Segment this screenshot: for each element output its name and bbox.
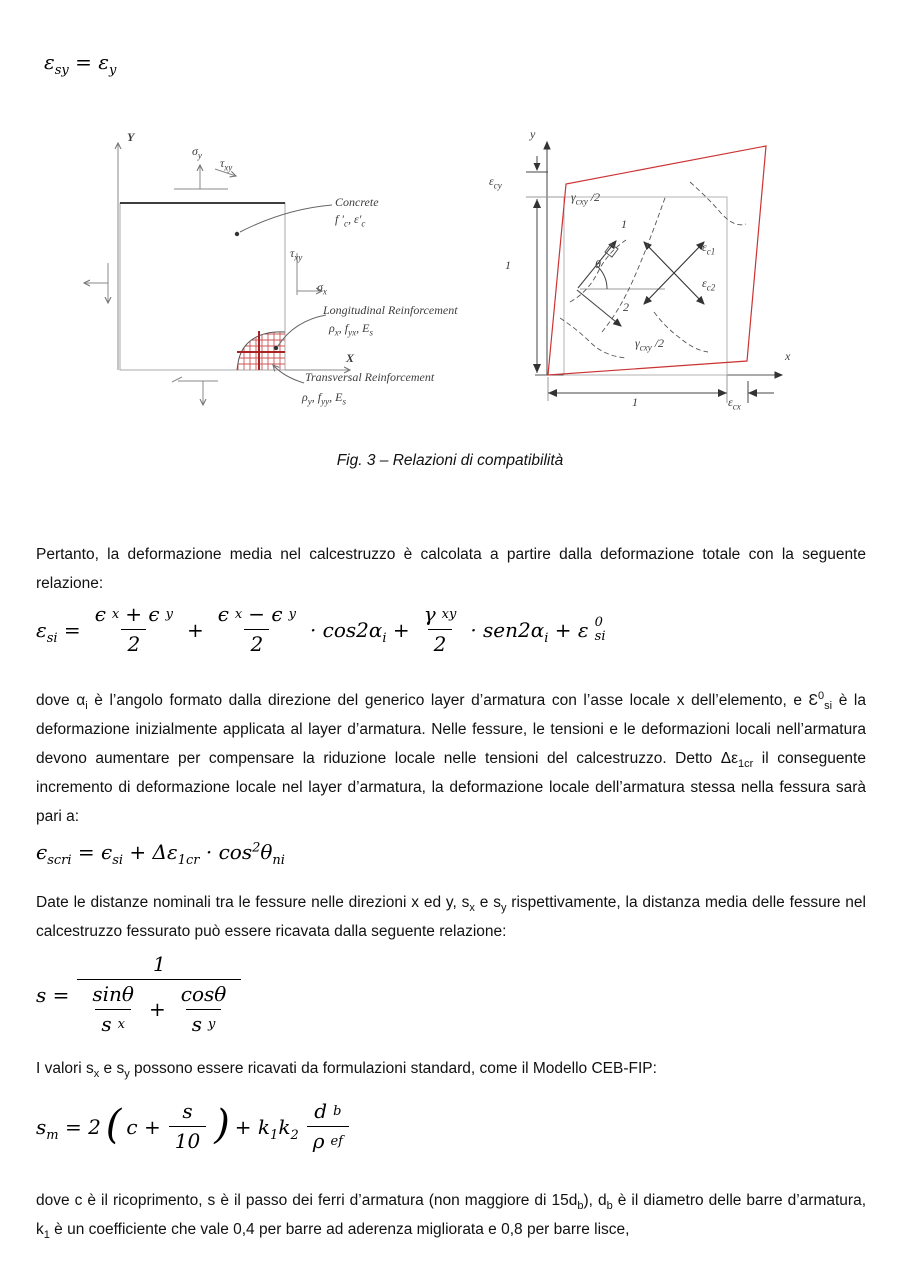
f3-denominator <box>77 979 241 1036</box>
f1-cos-term: · $\cos 2\alpha_i$ + <box>309 617 410 646</box>
f3-sy-denominator: s y <box>186 1009 222 1036</box>
f1-frac3-denominator: 2 <box>428 629 453 656</box>
longitudinal-reinforcement-label: Longitudinal Reinforcement <box>323 303 458 317</box>
f4-lhs: $s_m = 2$ <box>36 1114 101 1143</box>
f3-cos-numerator: cosθ <box>180 982 227 1006</box>
paragraph-1: Pertanto, la deformazione media nel calcestruzzo è calcolata a partire dalla deformazione totale con la seguente relazione: <box>36 546 866 592</box>
formula-ceb-fip-spacing <box>36 1100 352 1153</box>
f3-inner-fraction-2 <box>175 983 233 1036</box>
f3-numerator: 1 <box>152 952 166 976</box>
f4-close-paren: ) <box>214 1101 230 1148</box>
f1-sen-term: · $sen2\alpha_i + \varepsilon$ <box>470 617 589 646</box>
f1-frac3-numerator: γ xy <box>423 602 457 626</box>
tau-xy-right-label: $\tau_{xy}$ <box>290 246 303 263</box>
f3-sx-denominator: s x <box>95 1009 131 1036</box>
f3-sin-numerator: sinθ <box>92 982 134 1006</box>
f4-frac1-numerator: s <box>182 1099 193 1123</box>
f4-frac2-denominator: ρ ef <box>307 1126 349 1153</box>
dim-bottom-label: 1 <box>632 395 638 409</box>
right-axis-x-label: x <box>785 349 791 363</box>
f4-k-terms: + $k_1k_2$ <box>234 1114 299 1143</box>
f3-inner-fraction-1 <box>86 983 140 1036</box>
concrete-label: Concrete <box>335 195 379 209</box>
gamma-cxy-top-label: $\gamma_{cxy}$ /2 <box>571 190 601 207</box>
eps-cx-label: $\varepsilon_{cx}$ <box>728 395 741 412</box>
f1-eps0-sup: 0 <box>594 614 603 630</box>
equation-eps-sy-text: $\varepsilon_{sy} = \varepsilon_y$ <box>44 50 117 78</box>
right-axis-y-label: y <box>530 127 536 141</box>
f1-frac2-numerator: ϵ x − ϵ y <box>217 602 296 626</box>
paragraph-2: dove $\alpha_i$ è l’angolo formato dalla direzione del generico layer d’armatura con l’asse locale x dell’elemento, e $Ɛ^0_{si}$ è la deformazione inizialmente applicata al layer d’armatura. Nelle fessure, le tensioni e le deformazioni locali nell’armatura devono aumentare per compensare la riduzione locale nelle tensioni del calcestruzzo. Detto $\Delta\varepsilon_{1cr}$ il conseguente incremento di deformazione locale nel layer d’armatura, la deformazione locale dell’armatura stessa nella fessura sarà pari a: <box>36 689 866 825</box>
paragraph-3: Date le distanze nominali tra le fessure nelle direzioni x ed y, $s_x$ e $s_y$ rispettivamente, la distanza media delle fessure nel calcestruzzo fessurato può essere ricavata dalla seguente relazione: <box>36 894 866 940</box>
theta-label: θ <box>595 257 601 271</box>
tau-xy-top-label: $\tau_{xy}$ <box>220 156 233 173</box>
f1-fraction-2 <box>212 603 302 656</box>
concrete-properties-label: f $'_c$, $\varepsilon'_c$ <box>335 212 366 229</box>
f3-plus: + <box>148 997 166 1021</box>
left-axis-x-label: X <box>346 351 355 365</box>
f1-fraction-3 <box>418 603 463 656</box>
formula-crack-spacing <box>36 953 244 1036</box>
f4-fraction-2 <box>307 1100 349 1153</box>
transversal-properties-label: $\rho_y$, $f_{yy}$, $E_s$ <box>302 390 346 407</box>
eps-c2-label: $\varepsilon_{c2}$ <box>702 276 716 293</box>
equation-eps-sy <box>44 50 117 78</box>
formula-crack-strain <box>36 840 285 868</box>
f1-eps0-sub: si <box>594 628 606 644</box>
f4-open-paren: ( <box>105 1101 122 1148</box>
f4-frac2-numerator: d b <box>314 1099 342 1123</box>
f1-frac2-denominator: 2 <box>244 629 269 656</box>
formula-mean-strain <box>36 603 606 656</box>
sigma-x-label: $\sigma_x$ <box>317 280 327 297</box>
f1-fraction-1 <box>89 603 179 656</box>
f4-c-plus: c + <box>126 1114 161 1139</box>
longitudinal-properties-label: $\rho_x$, $f_{yx}$, $E_s$ <box>329 321 373 338</box>
paragraph-4: I valori $s_x$ e $s_y$ possono essere ricavati da formulazioni standard, come il Modello CEB-FIP: <box>36 1060 657 1081</box>
f1-plus: + <box>186 617 204 642</box>
eps-c1-label: $\varepsilon_{c1}$ <box>702 240 716 257</box>
principal-axis-2-label: 2 <box>623 300 629 314</box>
f1-eps0-si <box>595 616 606 643</box>
paragraph-5: dove c è il ricoprimento, s è il passo dei ferri d’armatura (non maggiore di $15d_b$), $d_b$ è il diametro delle barre d’armatura, $k_1$ è un coefficiente che vale 0,4 per barre ad aderenza migliorata e 0,8 per barre lisce, <box>36 1192 866 1242</box>
f2-expression: $\epsilon_{scri} = \epsilon_{si} + \Delta\varepsilon_{1cr} \cdot \cos^2\theta_{ni}$ <box>36 840 285 868</box>
principal-axis-1-label: 1 <box>621 217 627 231</box>
transversal-reinforcement-label: Transversal Reinforcement <box>305 370 435 384</box>
f3-outer-fraction <box>77 953 241 1036</box>
dim-left-label: 1 <box>505 258 511 272</box>
sigma-y-label: $\sigma_y$ <box>192 144 202 161</box>
strain-element-diagram <box>480 122 900 432</box>
f1-frac1-numerator: ϵ x + ϵ y <box>94 602 173 626</box>
f1-lhs: $\varepsilon_{si}$ = <box>36 617 81 646</box>
f1-frac1-denominator: 2 <box>121 629 146 656</box>
f4-frac1-denominator: 10 <box>169 1126 206 1153</box>
left-axis-y-label: Y <box>127 130 135 144</box>
gamma-cxy-bottom-label: $\gamma_{cxy}$ /2 <box>635 336 665 353</box>
eps-cy-label: $\varepsilon_{cy}$ <box>489 174 502 191</box>
figure-caption: Fig. 3 – Relazioni di compatibilità <box>336 452 564 469</box>
f3-lhs: s = <box>36 982 70 1007</box>
f4-fraction-1 <box>169 1100 206 1153</box>
